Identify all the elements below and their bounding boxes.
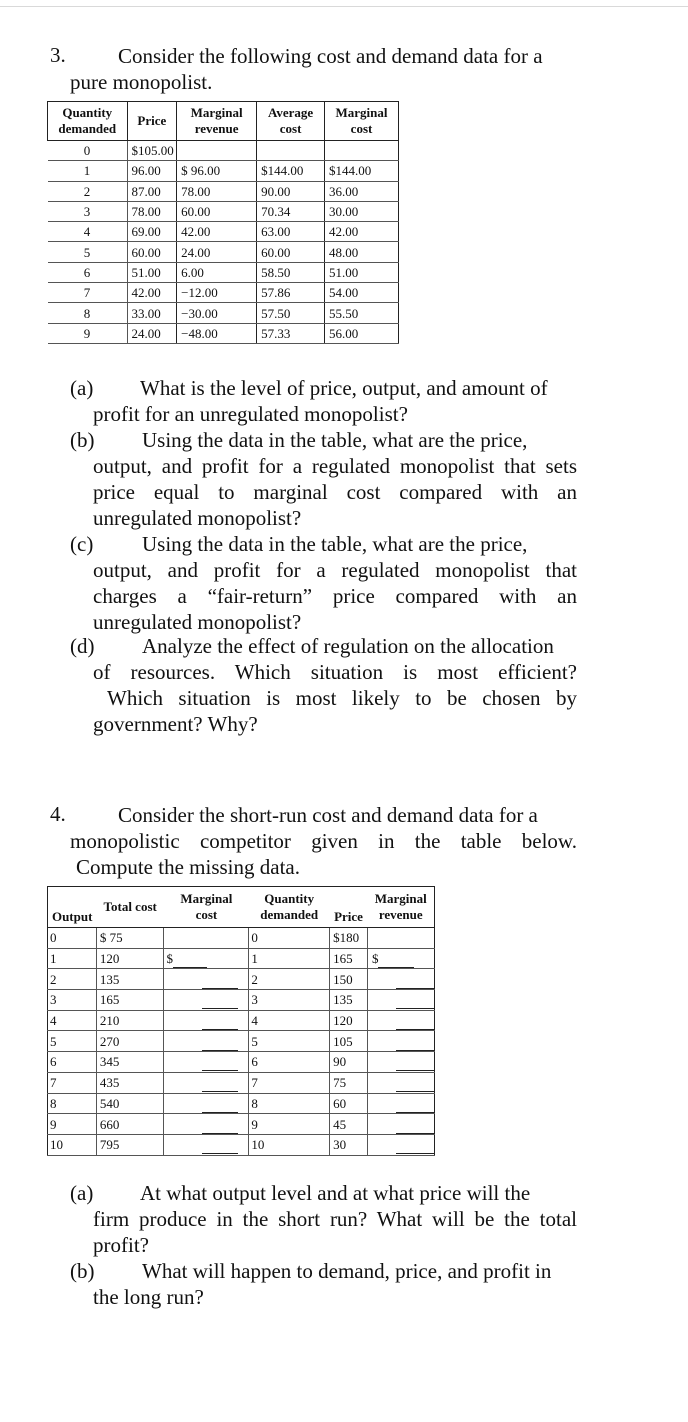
table-row: [48, 1031, 435, 1052]
quantity-demanded-cell: 2: [249, 969, 330, 990]
average-cost-cell: 57.33: [257, 323, 325, 343]
q4-part-b-line-1: What will happen to demand, price, and profit in: [142, 1259, 552, 1283]
answer-blank[interactable]: [202, 1058, 238, 1071]
marginal-cost-cell: [164, 928, 249, 949]
price-cell: 45: [330, 1114, 368, 1135]
price-cell: 60: [330, 1093, 368, 1114]
quantity-demanded-cell: 9: [249, 1114, 330, 1135]
q3-part-c-line-3: charges a “fair-return” price compared with an: [93, 584, 577, 608]
answer-blank[interactable]: [202, 996, 238, 1009]
marginal-revenue-cell: [367, 1114, 434, 1135]
price-cell: 78.00: [127, 201, 177, 221]
header-output: Output: [48, 887, 97, 928]
quantity-cell: 9: [48, 323, 128, 343]
answer-prefix: $: [166, 951, 173, 967]
quantity-cell: 7: [48, 283, 128, 303]
q3-part-a-line-1: What is the level of price, output, and amount of: [140, 376, 548, 400]
marginal-cost-cell: 55.50: [325, 303, 399, 323]
quantity-demanded-cell: 0: [249, 928, 330, 949]
marginal-cost-cell: 30.00: [325, 201, 399, 221]
table-row: [48, 262, 399, 282]
q4-part-b-label: (b): [70, 1259, 95, 1283]
marginal-cost-cell: $144.00: [325, 161, 399, 181]
average-cost-cell: 60.00: [257, 242, 325, 262]
price-cell: 96.00: [127, 161, 177, 181]
table-row: [48, 1072, 435, 1093]
q4-intro-line-2-wrap: [70, 828, 577, 854]
output-cell: 5: [48, 1031, 97, 1052]
price-cell: 69.00: [127, 222, 177, 242]
average-cost-cell: 57.86: [257, 283, 325, 303]
q3-intro-line-2: pure monopolist.: [70, 70, 213, 94]
answer-blank[interactable]: [202, 1100, 238, 1113]
q3-part-d-line-1: Analyze the effect of regulation on the allocation: [142, 634, 554, 658]
price-cell: 24.00: [127, 323, 177, 343]
marginal-revenue-cell: [367, 990, 434, 1011]
price-cell: 150: [330, 969, 368, 990]
answer-blank[interactable]: [396, 1121, 434, 1134]
q3-part-d-line-2-wrap: [93, 659, 577, 685]
marginal-revenue-cell: 6.00: [177, 262, 257, 282]
price-cell: 120: [330, 1010, 368, 1031]
question-4-number: 4.: [50, 802, 66, 826]
table-row: [48, 141, 399, 161]
table-row: [48, 1093, 435, 1114]
table-row: [48, 323, 399, 343]
table-row: [48, 181, 399, 201]
marginal-cost-cell: [164, 1134, 249, 1155]
marginal-revenue-cell: [367, 969, 434, 990]
output-cell: 8: [48, 1093, 97, 1114]
quantity-cell: 3: [48, 201, 128, 221]
table-row: [48, 1134, 435, 1155]
q3-part-d-label: (d): [70, 634, 95, 658]
q4-intro-line-1: Consider the short-run cost and demand data for a: [118, 803, 538, 827]
table-row: [48, 1114, 435, 1135]
answer-blank[interactable]: [202, 1038, 238, 1051]
answer-blank[interactable]: [202, 976, 238, 989]
q4-part-a-label: (a): [70, 1181, 94, 1205]
marginal-cost-cell: 54.00: [325, 283, 399, 303]
quantity-cell: 0: [48, 141, 128, 161]
average-cost-cell: 70.34: [257, 201, 325, 221]
output-cell: 2: [48, 969, 97, 990]
q3-part-c-line-4: unregulated monopolist?: [93, 610, 302, 634]
marginal-cost-cell: 36.00: [325, 181, 399, 201]
answer-blank[interactable]: [202, 1121, 238, 1134]
answer-blank[interactable]: [396, 996, 434, 1009]
header-price: Price: [330, 887, 368, 928]
marginal-revenue-cell: −30.00: [177, 303, 257, 323]
q3-part-d-line-2: of resources. Which situation is most efficient?: [93, 660, 577, 684]
marginal-revenue-cell: −12.00: [177, 283, 257, 303]
answer-blank[interactable]: [396, 1079, 434, 1092]
monopolist-cost-demand-table: [47, 101, 399, 344]
marginal-revenue-cell: 42.00: [177, 222, 257, 242]
price-cell: $105.00: [127, 141, 177, 161]
price-cell: 33.00: [127, 303, 177, 323]
price-cell: 135: [330, 990, 368, 1011]
marginal-revenue-cell: [367, 948, 434, 969]
average-cost-cell: $144.00: [257, 161, 325, 181]
average-cost-cell: 57.50: [257, 303, 325, 323]
marginal-revenue-cell: [367, 1031, 434, 1052]
quantity-demanded-cell: 8: [249, 1093, 330, 1114]
average-cost-cell: 90.00: [257, 181, 325, 201]
q3-part-d-line-3: Which situation is most likely to be chosen by: [107, 686, 577, 710]
quantity-cell: 4: [48, 222, 128, 242]
marginal-cost-cell: [164, 1114, 249, 1135]
q3-part-b-line-4: unregulated monopolist?: [93, 506, 302, 530]
answer-blank[interactable]: [396, 1038, 434, 1051]
marginal-cost-cell: [164, 1072, 249, 1093]
q4-part-b-line-2: the long run?: [93, 1285, 204, 1309]
quantity-demanded-cell: 7: [249, 1072, 330, 1093]
price-cell: 42.00: [127, 283, 177, 303]
total-cost-cell: 540: [96, 1093, 164, 1114]
price-cell: 87.00: [127, 181, 177, 201]
price-cell: 30: [330, 1134, 368, 1155]
total-cost-cell: 795: [96, 1134, 164, 1155]
marginal-cost-cell: 56.00: [325, 323, 399, 343]
q3-part-c-label: (c): [70, 532, 94, 556]
table-row: [48, 283, 399, 303]
table-row: [48, 161, 399, 181]
q3-part-a-line-2: profit for an unregulated monopolist?: [93, 402, 408, 426]
price-cell: 51.00: [127, 262, 177, 282]
answer-blank[interactable]: [378, 955, 414, 968]
output-cell: 10: [48, 1134, 97, 1155]
total-cost-cell: 120: [96, 948, 164, 969]
total-cost-cell: 210: [96, 1010, 164, 1031]
price-cell: 165: [330, 948, 368, 969]
total-cost-cell: $ 75: [96, 928, 164, 949]
answer-blank[interactable]: [396, 1141, 434, 1154]
quantity-demanded-cell: 10: [249, 1134, 330, 1155]
marginal-cost-cell: [164, 1031, 249, 1052]
page-top-divider: [0, 6, 688, 7]
marginal-revenue-cell: $ 96.00: [177, 161, 257, 181]
answer-blank[interactable]: [396, 1058, 434, 1071]
header-marginal-revenue: Marginal revenue: [367, 887, 434, 928]
price-cell: 105: [330, 1031, 368, 1052]
marginal-revenue-cell: [367, 1052, 434, 1073]
table-row: [48, 990, 435, 1011]
total-cost-cell: 345: [96, 1052, 164, 1073]
q3-part-d-line-4: government? Why?: [93, 712, 258, 736]
quantity-demanded-cell: 4: [249, 1010, 330, 1031]
q3-part-c-line-1: Using the data in the table, what are the price,: [142, 532, 528, 556]
quantity-demanded-cell: 3: [249, 990, 330, 1011]
question-3-intro: [118, 43, 578, 69]
answer-blank[interactable]: [202, 1141, 238, 1154]
quantity-demanded-cell: 6: [249, 1052, 330, 1073]
total-cost-cell: 660: [96, 1114, 164, 1135]
q3-part-b-block: [93, 453, 577, 531]
q4-part-a-line-1: At what output level and at what price will the: [140, 1181, 531, 1205]
marginal-revenue-cell: [367, 1134, 434, 1155]
answer-prefix: $: [371, 951, 379, 967]
output-cell: 3: [48, 990, 97, 1011]
monopolistic-competitor-table: [47, 886, 435, 1156]
table-row: [48, 1052, 435, 1073]
marginal-cost-cell: [164, 1093, 249, 1114]
header-marginal-cost: Marginal cost: [164, 887, 249, 928]
marginal-revenue-cell: [367, 928, 434, 949]
marginal-revenue-cell: 60.00: [177, 201, 257, 221]
table-row: [48, 948, 435, 969]
answer-blank[interactable]: [396, 976, 434, 989]
q3-part-a-label: (a): [70, 376, 94, 400]
table-row: [48, 969, 435, 990]
table-row: [48, 928, 435, 949]
total-cost-cell: 270: [96, 1031, 164, 1052]
q3-intro-line-1: Consider the following cost and demand data for a: [118, 44, 543, 68]
quantity-demanded-cell: 1: [249, 948, 330, 969]
price-cell: 75: [330, 1072, 368, 1093]
quantity-cell: 5: [48, 242, 128, 262]
marginal-revenue-cell: [367, 1072, 434, 1093]
marginal-revenue-cell: 78.00: [177, 181, 257, 201]
total-cost-cell: 165: [96, 990, 164, 1011]
table-row: [48, 201, 399, 221]
marginal-cost-cell: [164, 1052, 249, 1073]
total-cost-cell: 435: [96, 1072, 164, 1093]
average-cost-cell: [257, 141, 325, 161]
price-cell: 60.00: [127, 242, 177, 262]
q3-part-d-line-3-wrap: [107, 685, 577, 711]
q3-part-c-block: [93, 557, 577, 635]
total-cost-cell: 135: [96, 969, 164, 990]
answer-blank[interactable]: [173, 955, 207, 968]
quantity-demanded-cell: 5: [249, 1031, 330, 1052]
table-header-row: [48, 102, 399, 141]
question-3-number: 3.: [50, 43, 66, 67]
marginal-cost-cell: 42.00: [325, 222, 399, 242]
marginal-cost-cell: [164, 948, 249, 969]
price-cell: $180: [330, 928, 368, 949]
marginal-revenue-cell: [177, 141, 257, 161]
header-marginal-revenue: Marginal revenue: [177, 102, 257, 141]
output-cell: 9: [48, 1114, 97, 1135]
output-cell: 7: [48, 1072, 97, 1093]
q3-part-c-line-2: output, and profit for a regulated monopolist that: [93, 558, 577, 582]
marginal-cost-cell: [164, 1010, 249, 1031]
marginal-cost-cell: [325, 141, 399, 161]
table-row: [48, 1010, 435, 1031]
header-total-cost: Total cost: [96, 887, 164, 928]
table-row: [48, 303, 399, 323]
q4-part-a-line-2: firm produce in the short run? What will be the total: [93, 1207, 577, 1231]
average-cost-cell: 58.50: [257, 262, 325, 282]
answer-blank[interactable]: [396, 1100, 434, 1113]
marginal-cost-cell: [164, 969, 249, 990]
quantity-cell: 8: [48, 303, 128, 323]
answer-blank[interactable]: [202, 1017, 238, 1030]
header-quantity-demanded: Quantity demanded: [48, 102, 128, 141]
marginal-revenue-cell: −48.00: [177, 323, 257, 343]
header-marginal-cost: Marginal cost: [325, 102, 399, 141]
q3-part-b-line-1: Using the data in the table, what are the price,: [142, 428, 528, 452]
output-cell: 6: [48, 1052, 97, 1073]
marginal-revenue-cell: 24.00: [177, 242, 257, 262]
average-cost-cell: 63.00: [257, 222, 325, 242]
q3-part-b-line-2: output, and profit for a regulated monopolist that sets: [93, 454, 577, 478]
marginal-cost-cell: 48.00: [325, 242, 399, 262]
marginal-revenue-cell: [367, 1093, 434, 1114]
q4-part-a-line-2-wrap: [93, 1206, 577, 1232]
q3-part-b-label: (b): [70, 428, 95, 452]
header-quantity-demanded: Quantity demanded: [249, 887, 330, 928]
answer-blank[interactable]: [202, 1079, 238, 1092]
q3-part-b-line-3: price equal to marginal cost compared with an: [93, 480, 577, 504]
answer-blank[interactable]: [396, 1017, 434, 1030]
table-header-row: [48, 887, 435, 928]
quantity-cell: 6: [48, 262, 128, 282]
table-row: [48, 242, 399, 262]
output-cell: 0: [48, 928, 97, 949]
price-cell: 90: [330, 1052, 368, 1073]
output-cell: 1: [48, 948, 97, 969]
marginal-cost-cell: [164, 990, 249, 1011]
header-average-cost: Average cost: [257, 102, 325, 141]
quantity-cell: 1: [48, 161, 128, 181]
q4-intro-line-3: Compute the missing data.: [76, 855, 300, 879]
table-row: [48, 222, 399, 242]
quantity-cell: 2: [48, 181, 128, 201]
output-cell: 4: [48, 1010, 97, 1031]
q4-part-a-line-3: profit?: [93, 1233, 149, 1257]
q4-intro-line-2: monopolistic competitor given in the table below.: [70, 829, 577, 853]
header-price: Price: [127, 102, 177, 141]
marginal-revenue-cell: [367, 1010, 434, 1031]
marginal-cost-cell: 51.00: [325, 262, 399, 282]
